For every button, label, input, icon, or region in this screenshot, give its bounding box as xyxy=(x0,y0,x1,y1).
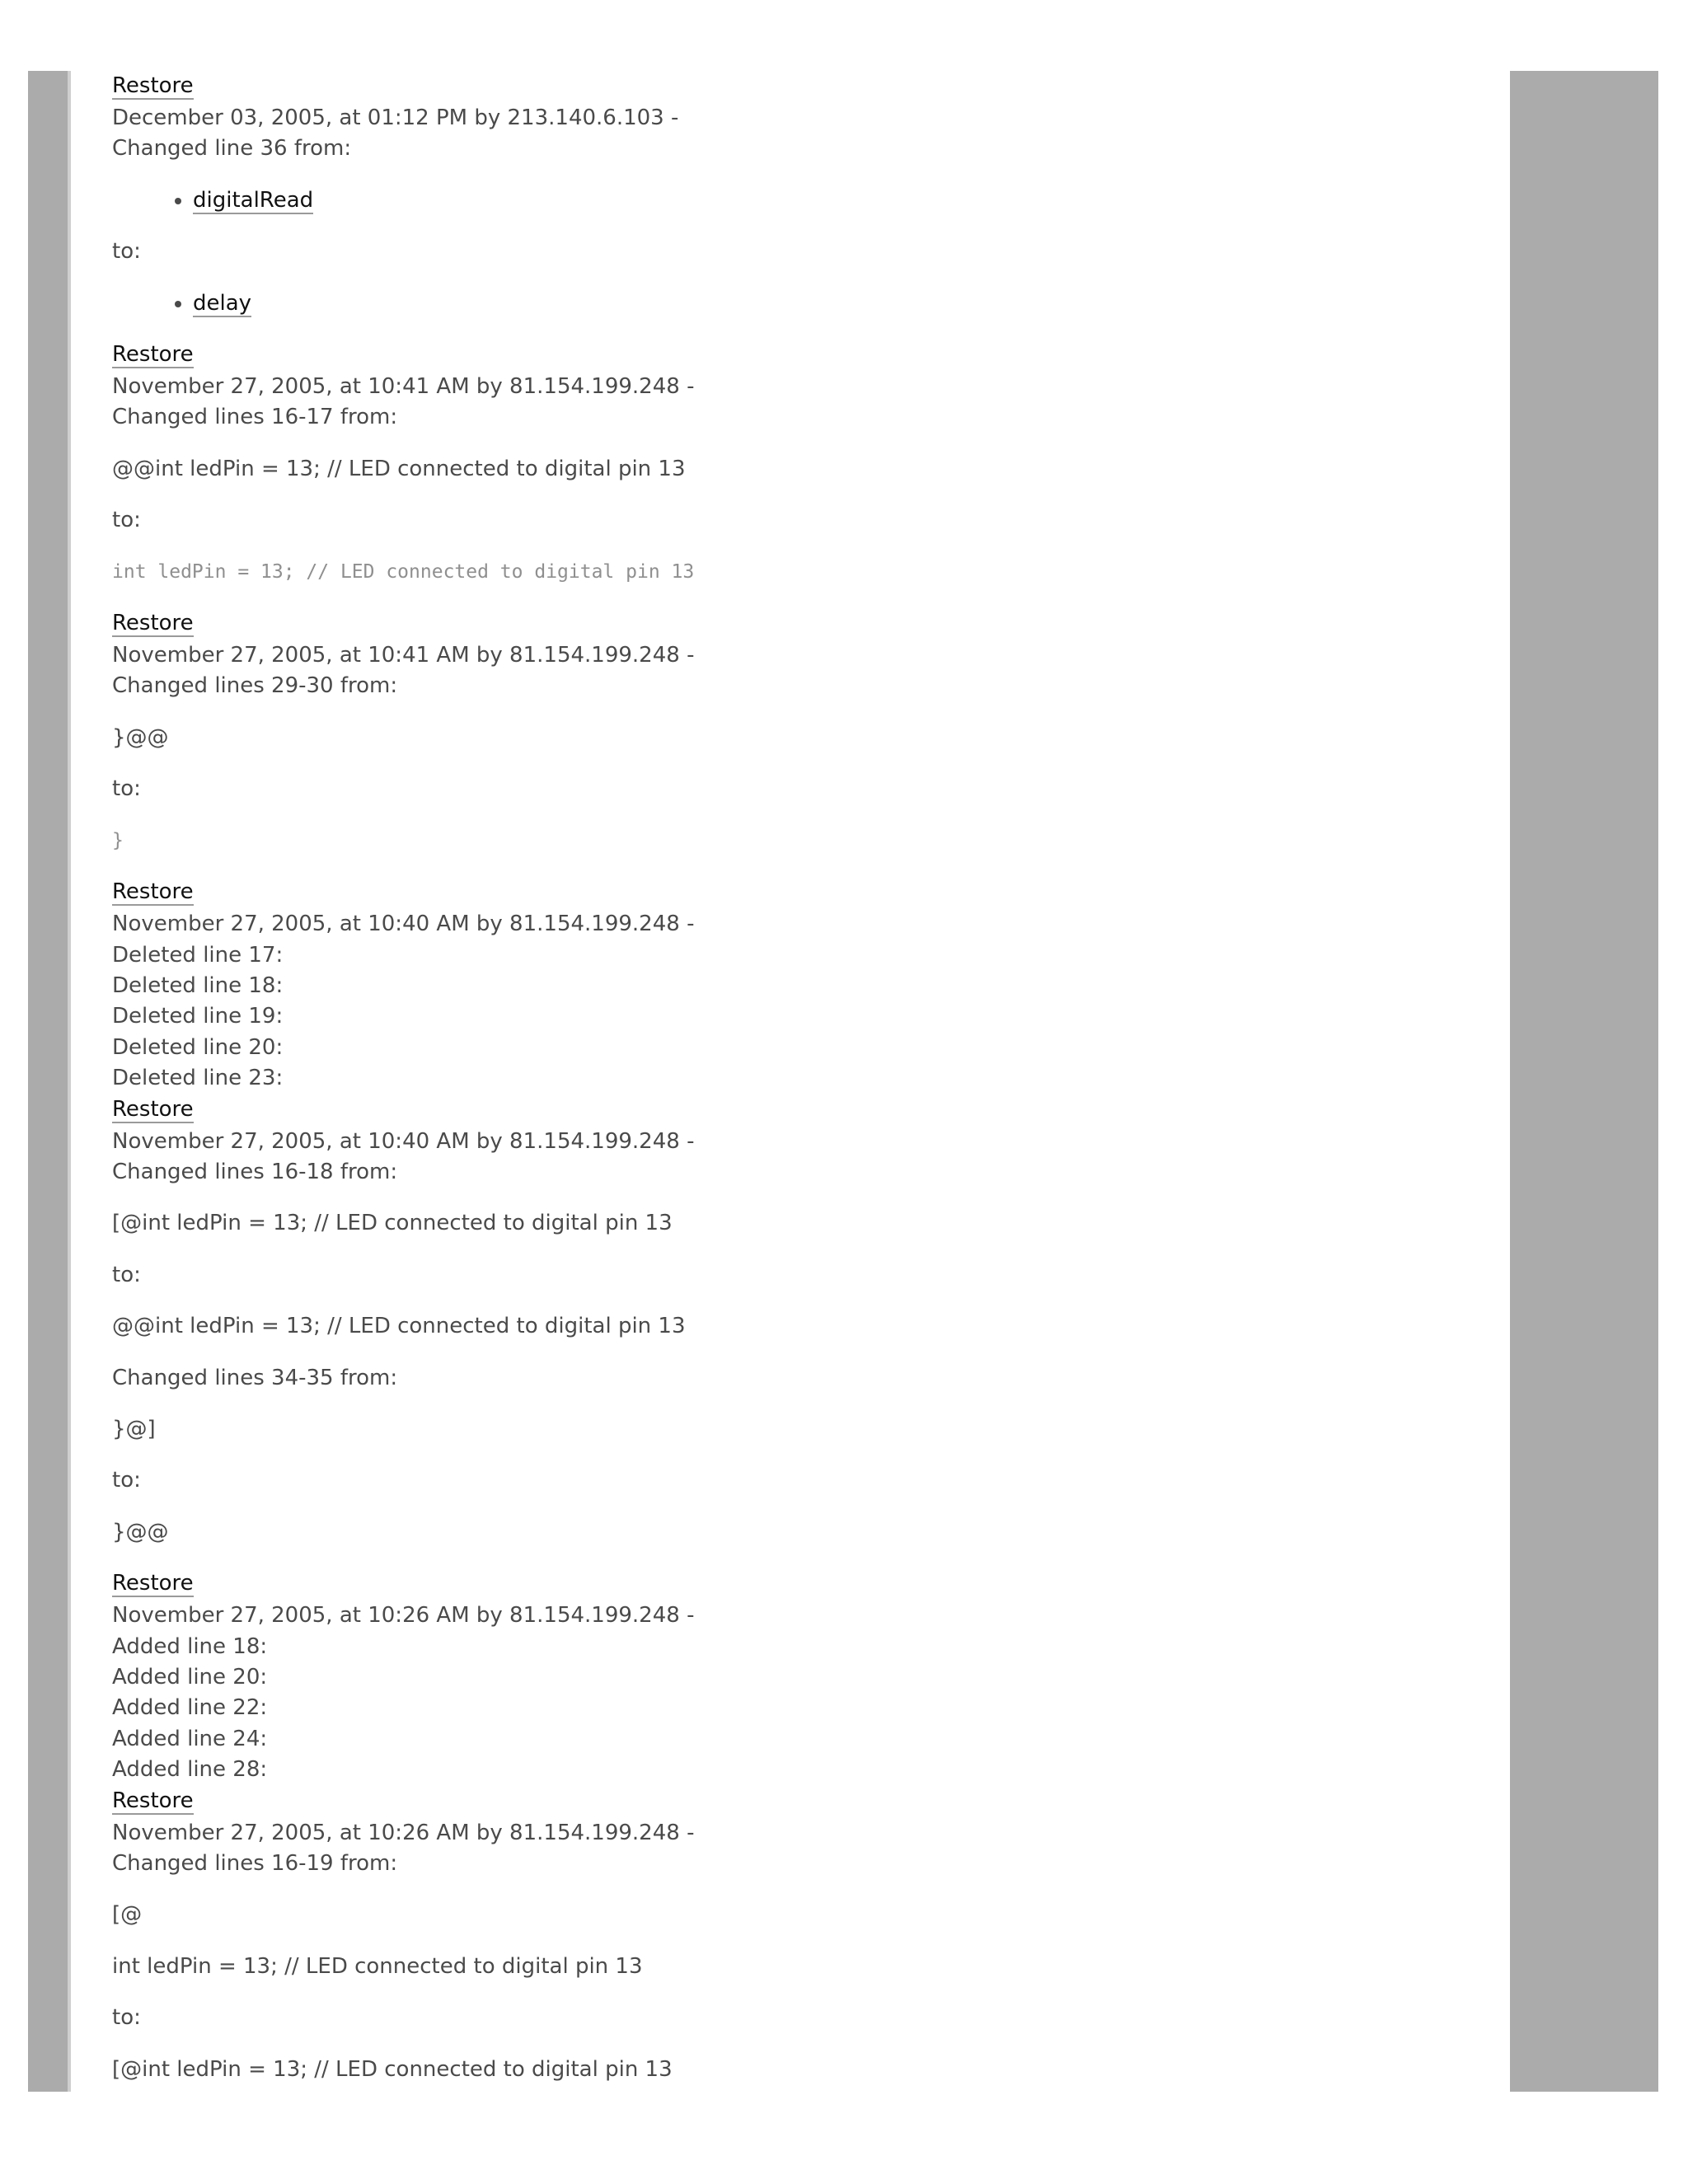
entry-meta: November 27, 2005, at 10:26 AM by 81.154.199.248 - xyxy=(112,1603,695,1629)
from-text: }@] xyxy=(112,1416,156,1441)
deleted-line: Deleted line 20: xyxy=(112,1034,284,1060)
page-history-content xyxy=(112,71,1480,2106)
to-code: } xyxy=(112,829,124,851)
history-entry xyxy=(112,877,1480,1094)
to-text: [@int ledPin = 13; // LED connected to digital pin 13 xyxy=(112,2056,673,2082)
to-text: }@@ xyxy=(112,1519,169,1544)
to-label: to: xyxy=(112,239,141,265)
from-text: @@int ledPin = 13; // LED connected to digital pin 13 xyxy=(112,456,686,481)
history-entry xyxy=(112,340,1480,588)
entry-meta: November 27, 2005, at 10:40 AM by 81.154.199.248 - xyxy=(112,912,695,937)
restore-link[interactable]: Restore xyxy=(112,342,194,368)
restore-link[interactable]: Restore xyxy=(112,1096,194,1122)
restore-link[interactable]: Restore xyxy=(112,611,194,636)
change-description: Changed lines 34-35 from: xyxy=(112,1365,398,1390)
entry-meta: December 03, 2005, at 01:12 PM by 213.140.6.103 - xyxy=(112,105,679,130)
added-line: Added line 24: xyxy=(112,1726,268,1751)
change-description: Changed lines 16-17 from: xyxy=(112,405,398,430)
history-entry xyxy=(112,71,1480,319)
to-label: to: xyxy=(112,2005,141,2031)
history-entry xyxy=(112,1094,1480,1549)
deleted-line: Deleted line 23: xyxy=(112,1066,284,1091)
digitalread-link[interactable]: digitalRead xyxy=(193,187,314,213)
to-text: @@int ledPin = 13; // LED connected to digital pin 13 xyxy=(112,1314,686,1339)
to-code: int ledPin = 13; // LED connected to digital pin 13 xyxy=(112,560,695,583)
from-text: int ledPin = 13; // LED connected to digital pin 13 xyxy=(112,1953,643,1979)
from-text: }@@ xyxy=(112,724,169,750)
restore-link[interactable]: Restore xyxy=(112,879,194,905)
added-line: Added line 20: xyxy=(112,1665,268,1690)
restore-link[interactable]: Restore xyxy=(112,1571,194,1596)
deleted-line: Deleted line 17: xyxy=(112,942,284,968)
restore-link[interactable]: Restore xyxy=(112,73,194,98)
change-description: Changed line 36 from: xyxy=(112,136,352,162)
left-sidebar-bar xyxy=(28,71,71,2092)
change-description: Changed lines 29-30 from: xyxy=(112,673,398,699)
restore-link[interactable]: Restore xyxy=(112,1788,194,1813)
from-text: [@ xyxy=(112,1902,143,1928)
to-list xyxy=(112,288,1480,319)
history-entry xyxy=(112,1568,1480,1785)
added-line: Added line 18: xyxy=(112,1633,268,1659)
to-label: to: xyxy=(112,776,141,802)
entry-meta: November 27, 2005, at 10:26 AM by 81.154.199.248 - xyxy=(112,1820,695,1845)
to-label: to: xyxy=(112,508,141,533)
list-item xyxy=(193,288,1480,319)
deleted-line: Deleted line 19: xyxy=(112,1004,284,1029)
to-label: to: xyxy=(112,1262,141,1287)
delay-link[interactable]: delay xyxy=(193,290,252,316)
added-line: Added line 28: xyxy=(112,1757,268,1783)
deleted-line: Deleted line 18: xyxy=(112,972,284,998)
from-text: [@int ledPin = 13; // LED connected to digital pin 13 xyxy=(112,1211,673,1236)
list-item xyxy=(193,185,1480,216)
added-line: Added line 22: xyxy=(112,1695,268,1721)
from-list xyxy=(112,185,1480,216)
history-entry xyxy=(112,608,1480,856)
change-description: Changed lines 16-19 from: xyxy=(112,1851,398,1877)
to-label: to: xyxy=(112,1468,141,1493)
entry-meta: November 27, 2005, at 10:41 AM by 81.154.199.248 - xyxy=(112,643,695,668)
history-entry xyxy=(112,1786,1480,2085)
right-sidebar-bar xyxy=(1510,71,1658,2092)
entry-meta: November 27, 2005, at 10:41 AM by 81.154.199.248 - xyxy=(112,374,695,400)
change-description: Changed lines 16-18 from: xyxy=(112,1159,398,1184)
entry-meta: November 27, 2005, at 10:40 AM by 81.154.199.248 - xyxy=(112,1128,695,1154)
